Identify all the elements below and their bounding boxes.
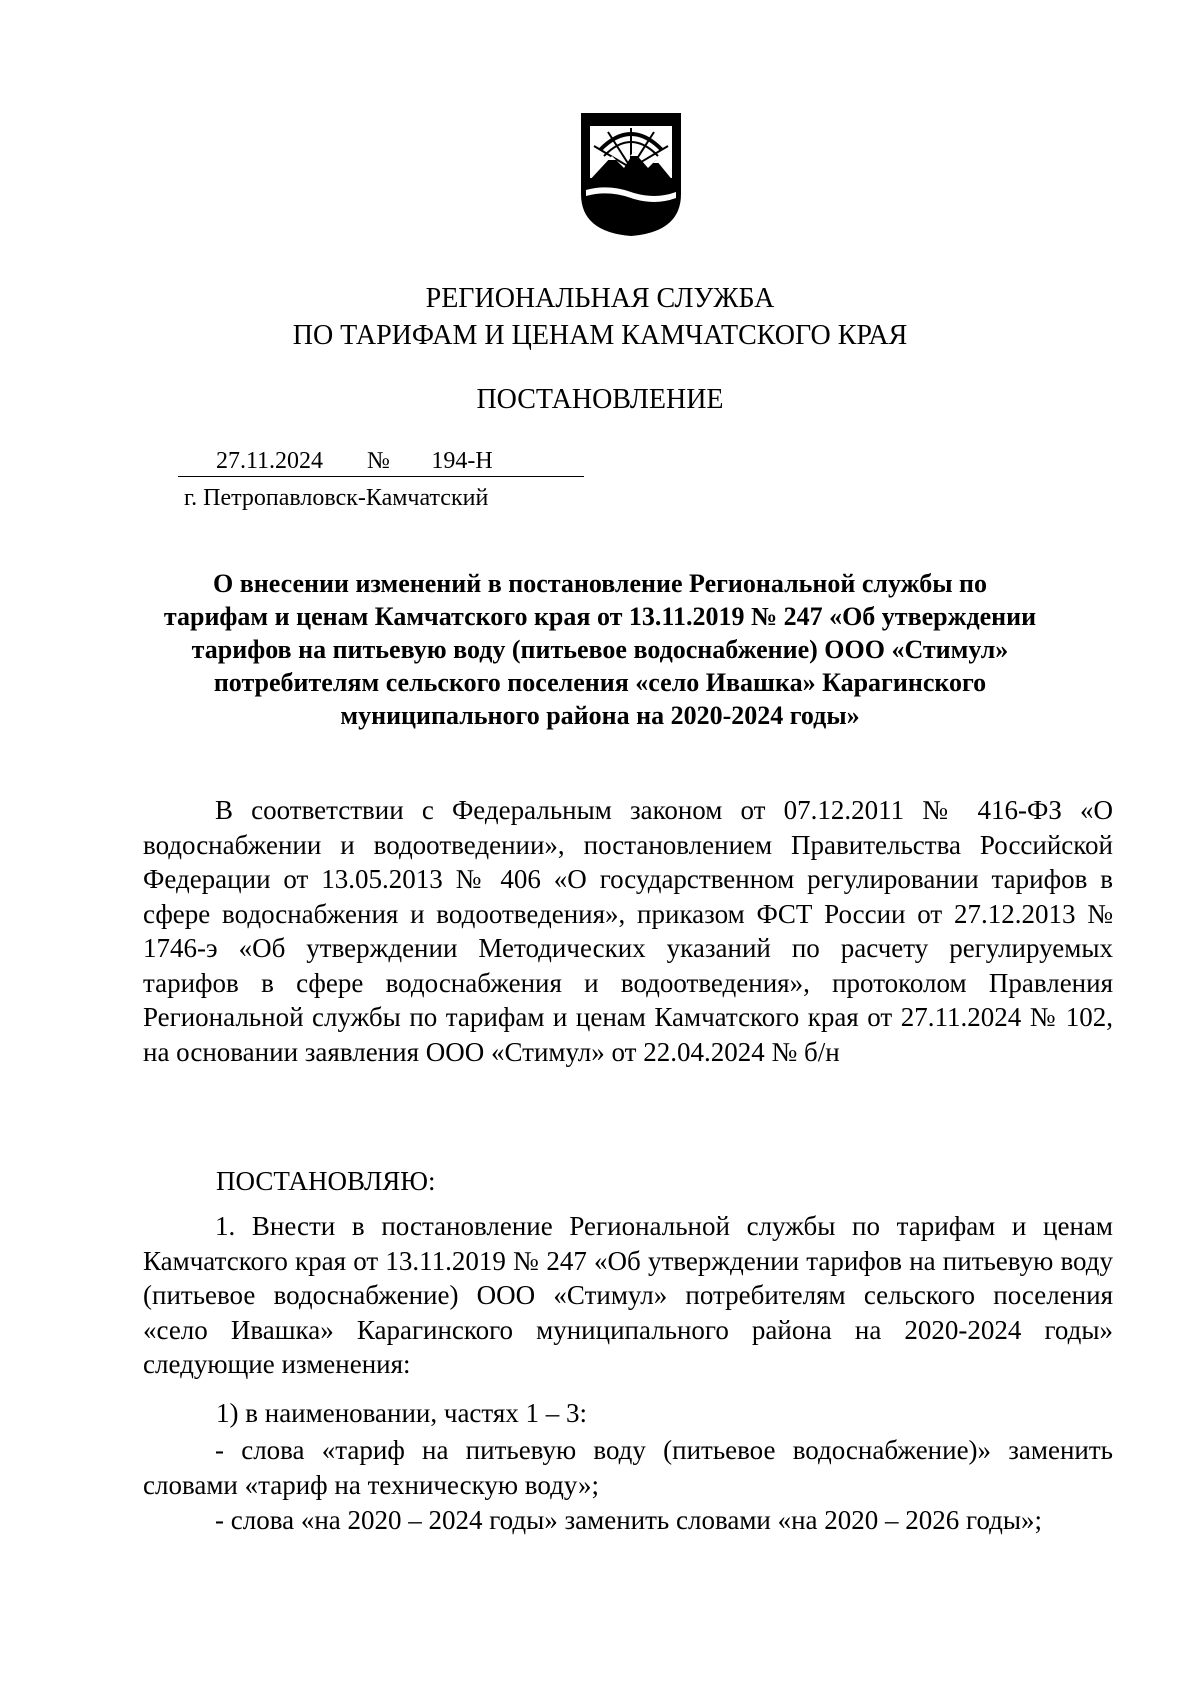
number-sign: № [361,446,396,477]
decree-word: ПОСТАНОВЛЯЮ: [216,1166,436,1196]
document-number-field [396,446,584,477]
title-line: тарифам и ценам Камчатского края от 13.11.2019 № 247 «Об утверждении [163,602,1037,631]
document-city: г. Петропавловск-Камчатский [184,485,489,511]
preamble-paragraph: В соответствии с Федеральным законом от 07.12.2011 № 416-ФЗ «О водоснабжении и водоотведении», постановлением Правительства Российской Федерации от 13.05.2013 № 406 «О государственном регулировании тарифов в сфере водоснабжения и водоотведения», приказом ФСТ России от 27.12.2013 № 1746-э «Об утверждении Методических указаний по расчету регулируемых тарифов в сфере водоснабжения и водоотведения», протоколом Правления Региональной службы по тарифам и ценам Камчатского края от 27.11.2024 № 102, на основании заявления ООО «Стимул» от 22.04.2024 № б/н [143,795,1113,1067]
bullet-1: - слова «тариф на питьевую воду (питьевое водоснабжение)» заменить словами «тариф на техническую воду»; [143,1435,1113,1500]
title-line: муниципального района на 2020-2024 годы» [340,701,860,730]
title-line: тарифов на питьевую воду (питьевое водоснабжение) ООО «Стимул» [191,635,1009,664]
document-date: 27.11.2024 [178,446,361,477]
org-name-line2: ПО ТАРИФАМ И ЦЕНАМ КАМЧАТСКОГО КРАЯ [292,320,908,351]
title-line: потребителям сельского поселения «село Ивашка» Карагинского [213,668,987,697]
document-title [140,567,1060,732]
paragraph-1: 1. Внести в постановление Региональной службы по тарифам и ценам Камчатского края от 13.11.2019 № 247 «Об утверждении тарифов на питьевую воду (питьевое водоснабжение) ООО «Стимул» потребителям сельского поселения «село Ивашка» Карагинского муниципального района на 2020-2024 годы» следующие изменения: [143,1211,1113,1379]
bullet-2: - слова «на 2020 – 2024 годы» заменить словами «на 2020 – 2026 годы»; [215,1505,1043,1535]
org-name-line1: РЕГИОНАЛЬНАЯ СЛУЖБА [425,283,775,314]
document-type: ПОСТАНОВЛЕНИЕ [476,384,724,415]
title-line: О внесении изменений в постановление Региональной службы по [213,569,987,598]
document-number: 194-Н [431,448,493,474]
item-1: 1) в наименовании, частях 1 – 3: [216,1398,588,1428]
kamchatka-coat-of-arms-icon [578,110,684,238]
